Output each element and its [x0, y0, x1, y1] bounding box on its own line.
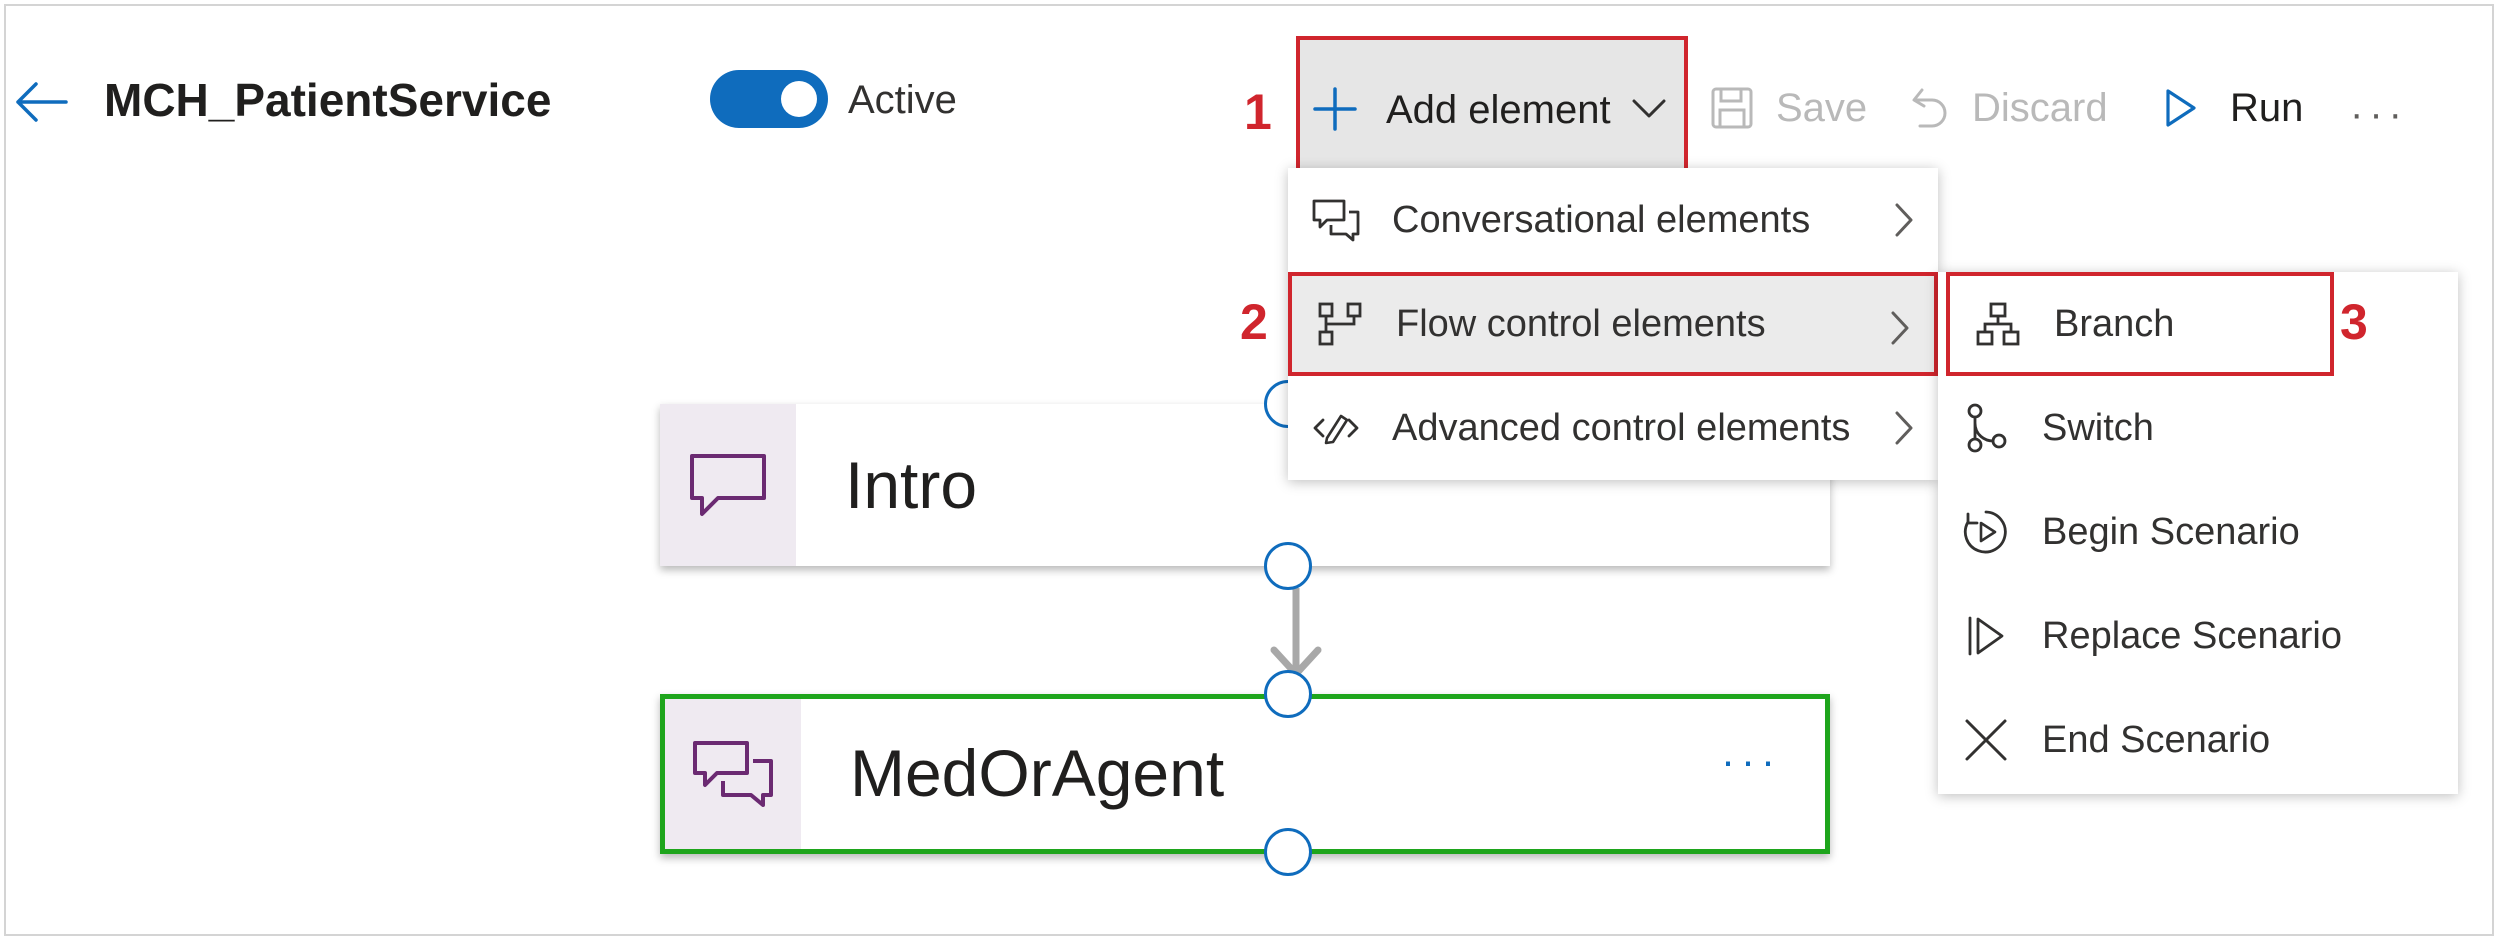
discard-label: Discard [1972, 86, 2108, 130]
back-arrow-icon[interactable] [14, 82, 68, 122]
add-element-label: Add element [1386, 88, 1611, 132]
chevron-down-icon [1632, 98, 1666, 120]
step-marker-2: 2 [1240, 294, 1268, 350]
submenu-item-label: Branch [2054, 303, 2175, 345]
switch-icon [1958, 400, 2014, 456]
add-element-menu [1288, 168, 1938, 480]
chat-bubble-icon [660, 404, 796, 566]
submenu-item-label: Switch [2042, 407, 2154, 449]
flow-control-icon [1312, 296, 1368, 352]
add-element-button[interactable] [1296, 36, 1688, 176]
chevron-right-icon [1894, 202, 1914, 238]
submenu-item-replace-scenario[interactable] [1938, 584, 2458, 688]
plus-icon [1312, 86, 1358, 132]
node-medoragent[interactable] [660, 694, 1830, 854]
submenu-item-label: Replace Scenario [2042, 615, 2342, 657]
node-label: MedOrAgent [850, 736, 1225, 810]
toggle-label: Active [848, 78, 957, 122]
page-title: MCH_PatientService [104, 74, 552, 126]
node-output-port[interactable] [1264, 542, 1312, 590]
run-label: Run [2230, 86, 2304, 130]
menu-item-label: Conversational elements [1392, 199, 1811, 241]
submenu-item-label: Begin Scenario [2042, 511, 2300, 553]
step-marker-3: 3 [2340, 294, 2368, 350]
save-icon [1710, 86, 1754, 130]
chevron-right-icon [1894, 410, 1914, 446]
branch-icon [1970, 296, 2026, 352]
toggle-knob [781, 81, 817, 117]
menu-item-conversational[interactable] [1288, 168, 1938, 272]
discard-button[interactable] [1910, 84, 2108, 132]
step-marker-1: 1 [1244, 84, 1272, 140]
menu-item-flow-control[interactable] [1288, 272, 1938, 376]
node-input-port[interactable] [1264, 670, 1312, 718]
flow-control-submenu [1938, 272, 2458, 794]
more-options-button[interactable]: ··· [2350, 92, 2408, 136]
chat-bubbles-icon [665, 699, 801, 849]
save-label: Save [1776, 86, 1868, 130]
menu-item-label: Flow control elements [1396, 303, 1766, 345]
chat-bubbles-icon [1308, 192, 1364, 248]
submenu-item-label: End Scenario [2042, 719, 2271, 761]
submenu-item-switch[interactable] [1938, 376, 2458, 480]
save-button[interactable] [1710, 84, 1867, 132]
active-toggle[interactable] [710, 70, 828, 128]
node-more-button[interactable]: ··· [1721, 737, 1781, 784]
submenu-item-branch[interactable] [1946, 272, 2334, 376]
undo-icon [1910, 86, 1950, 130]
run-button[interactable] [2164, 84, 2303, 132]
menu-item-advanced-control[interactable] [1288, 376, 1938, 480]
replace-scenario-icon [1958, 608, 2014, 664]
submenu-item-end-scenario[interactable] [1938, 688, 2458, 792]
node-output-port[interactable] [1264, 828, 1312, 876]
play-icon [2164, 88, 2198, 128]
chevron-right-icon [1890, 310, 1910, 346]
advanced-control-icon [1308, 400, 1364, 456]
submenu-item-begin-scenario[interactable] [1938, 480, 2458, 584]
menu-item-label: Advanced control elements [1392, 407, 1851, 449]
begin-scenario-icon [1958, 504, 2014, 560]
node-label: Intro [845, 448, 978, 522]
close-icon [1958, 712, 2014, 768]
